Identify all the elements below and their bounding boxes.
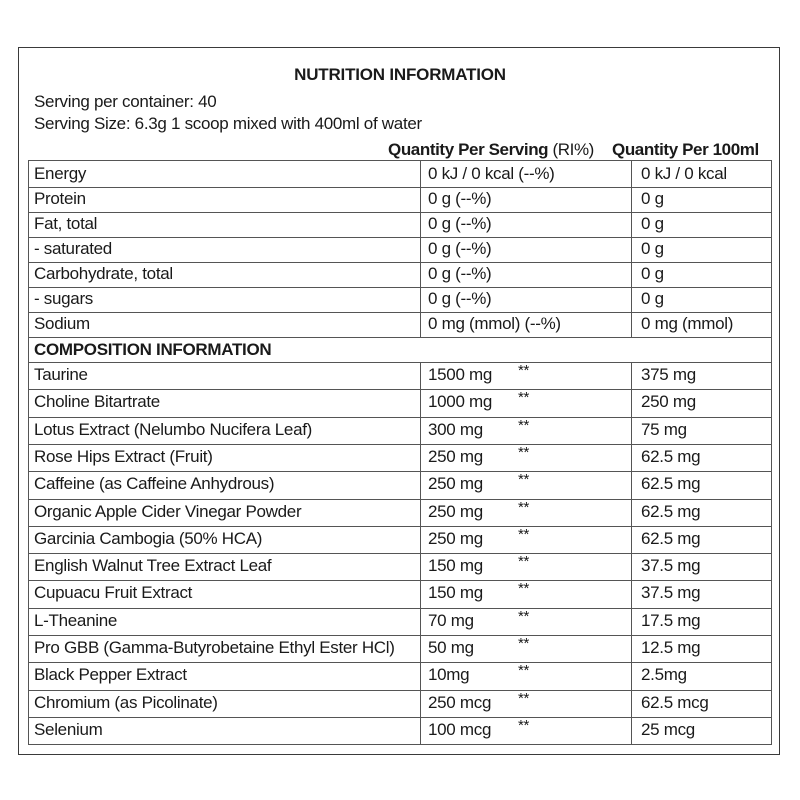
ingredient-per-100ml: 62.5 mg [641,447,701,466]
ingredient-per-serving: 70 mg [428,611,474,630]
nutrient-per-100ml: 0 mg (mmol) [641,314,734,333]
serving-per-container: Serving per container: 40 [34,92,217,111]
serving-size: Serving Size: 6.3g 1 scoop mixed with 400ml of water [34,114,422,133]
ingredient-ri: ** [518,580,530,597]
ingredient-per-serving: 300 mg [428,420,483,439]
ingredient-ri: ** [518,417,530,434]
ingredient-ri: ** [518,362,530,379]
ingredient-per-serving: 250 mcg [428,693,492,712]
row-divider [28,417,772,418]
row-divider [28,635,772,636]
ingredient-per-100ml: 250 mg [641,392,696,411]
ingredient-ri: ** [518,635,530,652]
row-divider [28,471,772,472]
row-divider [28,499,772,500]
ingredient-name: Organic Apple Cider Vinegar Powder [34,502,302,521]
header-per-serving-label: Quantity Per Serving [388,140,549,159]
ingredient-per-100ml: 37.5 mg [641,556,701,575]
ingredient-per-serving: 1000 mg [428,392,493,411]
nutrient-name: Sodium [34,314,90,333]
ingredient-name: Lotus Extract (Nelumbo Nucifera Leaf) [34,420,313,439]
column-divider [631,362,632,745]
ingredient-per-100ml: 2.5mg [641,665,687,684]
ingredient-name: Rose Hips Extract (Fruit) [34,447,213,466]
row-divider [28,389,772,390]
ingredient-ri: ** [518,608,530,625]
ingredient-per-100ml: 62.5 mg [641,502,701,521]
row-divider [28,608,772,609]
ingredient-name: Choline Bitartrate [34,392,160,411]
row-divider [28,287,772,288]
row-divider [28,312,772,313]
ingredient-per-serving: 1500 mg [428,365,493,384]
column-divider [420,362,421,745]
nutrient-per-100ml: 0 g [641,264,664,283]
row-divider [28,362,772,363]
ingredient-ri: ** [518,717,530,734]
nutrient-per-100ml: 0 g [641,289,664,308]
ingredient-name: Pro GBB (Gamma-Butyrobetaine Ethyl Ester HCl) [34,638,395,657]
composition-title: COMPOSITION INFORMATION [34,340,272,359]
nutrient-per-100ml: 0 g [641,214,664,233]
row-divider [28,160,772,161]
ingredient-name: Taurine [34,365,88,384]
column-divider [771,160,772,745]
ingredient-per-serving: 250 mg [428,474,483,493]
ingredient-per-serving: 150 mg [428,583,483,602]
row-divider [28,444,772,445]
header-per-100ml: Quantity Per 100ml [612,140,759,159]
nutrient-per-serving: 0 mg (mmol) (--%) [428,314,561,333]
ingredient-name: Selenium [34,720,103,739]
nutrient-per-serving: 0 g (--%) [428,214,492,233]
row-divider [28,187,772,188]
ingredient-ri: ** [518,389,530,406]
nutrient-name: Energy [34,164,87,183]
row-divider [28,690,772,691]
ingredient-per-100ml: 25 mcg [641,720,695,739]
ingredient-ri: ** [518,471,530,488]
ingredient-per-100ml: 62.5 mg [641,474,701,493]
ingredient-per-100ml: 62.5 mcg [641,693,709,712]
ingredient-name: Garcinia Cambogia (50% HCA) [34,529,263,548]
ingredient-ri: ** [518,526,530,543]
nutrient-per-100ml: 0 kJ / 0 kcal [641,164,727,183]
ingredient-ri: ** [518,662,530,679]
ingredient-per-100ml: 37.5 mg [641,583,701,602]
nutrient-per-100ml: 0 g [641,189,664,208]
ingredient-per-serving: 250 mg [428,447,483,466]
nutrient-name: Carbohydrate, total [34,264,173,283]
ingredient-ri: ** [518,444,530,461]
ingredient-name: Caffeine (as Caffeine Anhydrous) [34,474,275,493]
nutrient-per-100ml: 0 g [641,239,664,258]
ingredient-per-100ml: 375 mg [641,365,696,384]
ingredient-name: Cupuacu Fruit Extract [34,583,193,602]
ingredient-per-100ml: 62.5 mg [641,529,701,548]
ingredient-per-serving: 150 mg [428,556,483,575]
nutrient-name: - sugars [34,289,94,308]
panel-title: NUTRITION INFORMATION [294,65,506,84]
ingredient-ri: ** [518,499,530,516]
ingredient-per-100ml: 17.5 mg [641,611,701,630]
ingredient-name: Black Pepper Extract [34,665,187,684]
row-divider [28,662,772,663]
nutrient-name: Protein [34,189,86,208]
ingredient-per-serving: 100 mcg [428,720,492,739]
nutrient-per-serving: 0 g (--%) [428,264,492,283]
nutrient-per-serving: 0 kJ / 0 kcal (--%) [428,164,555,183]
row-divider [28,337,772,338]
row-divider [28,744,772,745]
nutrient-per-serving: 0 g (--%) [428,239,492,258]
nutrient-per-serving: 0 g (--%) [428,289,492,308]
column-divider [28,160,29,745]
row-divider [28,553,772,554]
ingredient-per-serving: 250 mg [428,502,483,521]
column-divider [420,160,421,338]
ingredient-per-serving: 50 mg [428,638,474,657]
header-per-serving-ri: (RI%) [548,140,594,159]
ingredient-ri: ** [518,553,530,570]
row-divider [28,717,772,718]
row-divider [28,580,772,581]
column-divider [631,160,632,338]
row-divider [28,237,772,238]
ingredient-name: L-Theanine [34,611,118,630]
ingredient-per-serving: 10mg [428,665,470,684]
ingredient-name: English Walnut Tree Extract Leaf [34,556,272,575]
ingredient-per-100ml: 75 mg [641,420,687,439]
nutrient-per-serving: 0 g (--%) [428,189,492,208]
ingredient-per-serving: 250 mg [428,529,483,548]
ingredient-per-100ml: 12.5 mg [641,638,701,657]
nutrient-name: - saturated [34,239,112,258]
row-divider [28,262,772,263]
ingredient-ri: ** [518,690,530,707]
header-per-serving [388,140,594,160]
row-divider [28,212,772,213]
ingredient-name: Chromium (as Picolinate) [34,693,218,712]
nutrient-name: Fat, total [34,214,98,233]
row-divider [28,526,772,527]
